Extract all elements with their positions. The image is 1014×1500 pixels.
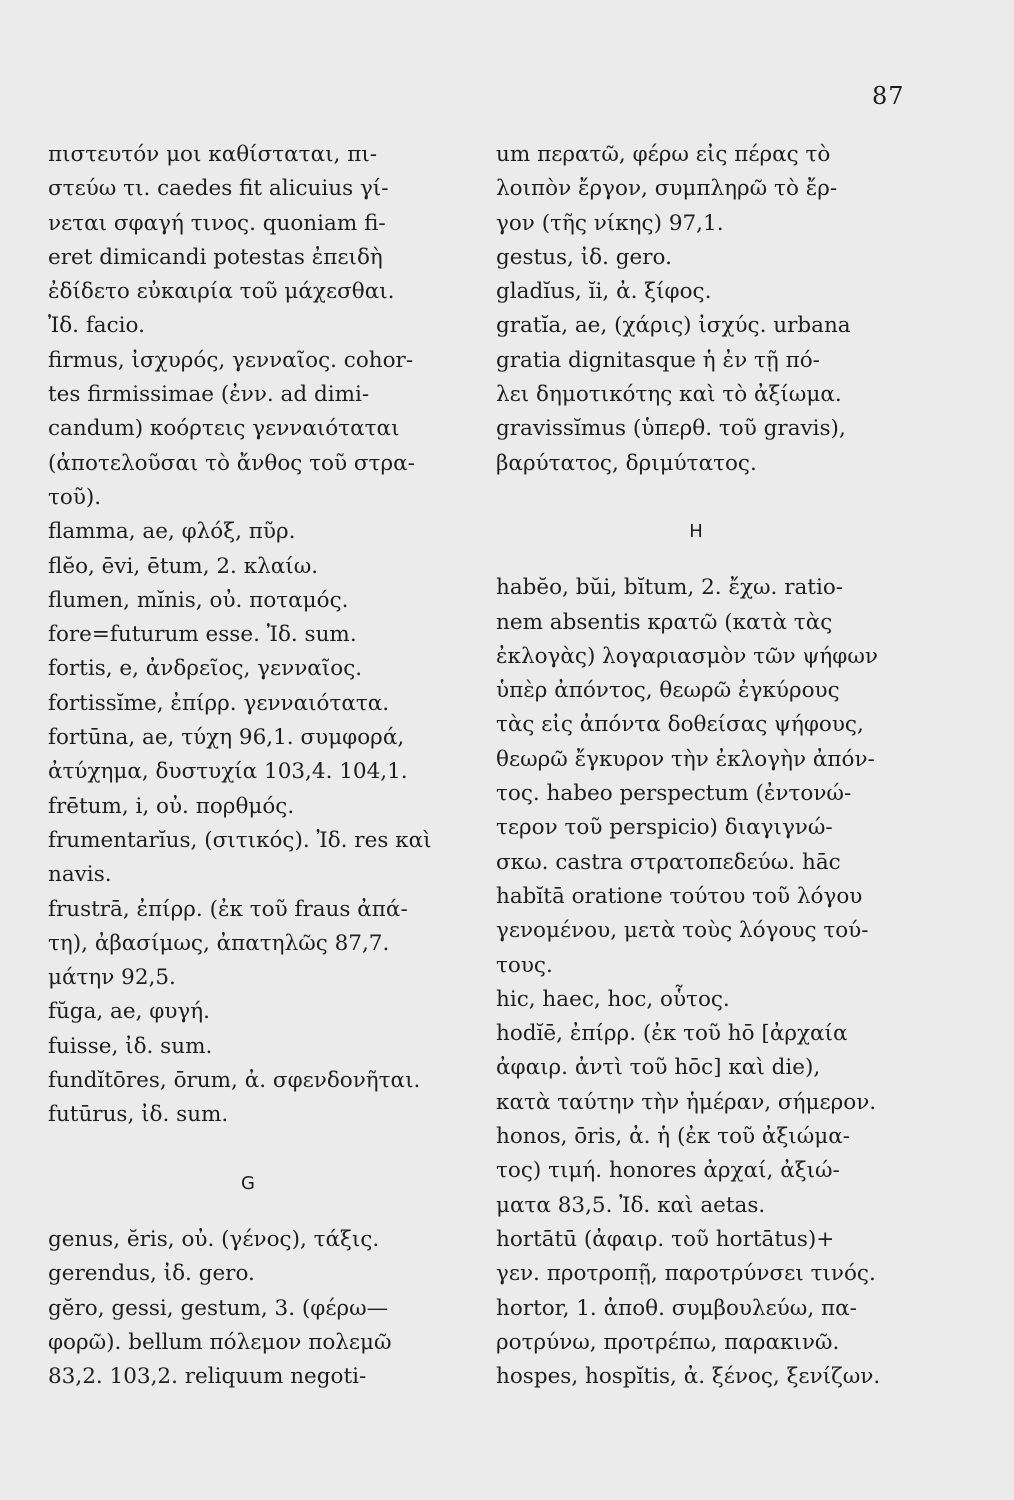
entry-line: λοιπὸν ἔργον, συμπληρῶ τὸ ἔρ- [496,176,838,202]
entry-line: gratĭa, ae, (χάρις) ἰσχύς. urbana [496,313,851,339]
entry-line: gratia dignitasque ἡ ἐν τῇ πό- [496,347,820,373]
spacer [496,549,926,571]
entry-line: (ἀποτελοῦσαι τὸ ἄνθος τοῦ στρα- [48,450,415,476]
entry-line: fŭga, ae, φυγή. [48,999,210,1025]
spacer [48,1133,468,1167]
entry-line: gestus, ἰδ. gero. [496,244,672,270]
entry-line: λει δημοτικότης καὶ τὸ ἀξίωμα. [496,382,842,408]
entry-line: fortūna, ae, τύχη 96,1. συμφορά, [48,725,405,751]
entry-line: τους. [496,952,553,978]
entry-line: ὑπὲρ ἀπόντος, θεωρῶ ἐγκύρους [496,678,840,704]
entry-line: hic, haec, hoc, οὗτος. [496,986,730,1012]
left-column [48,138,468,1394]
entry-line: hodĭē, ἐπίρρ. (ἐκ τοῦ hō [ἀρχαία [496,1021,848,1047]
entry-line: νεται σφαγή τινος. quoniam fi- [48,210,386,236]
entry-line: hortātū (ἀφαιρ. τοῦ hortātus)+ [496,1226,835,1252]
page-number: 87 [872,82,905,110]
entry-line: πιστευτόν μοι καθίσταται, πι- [48,142,378,167]
entry-line: fore=futurum esse. Ἰδ. sum. [48,622,357,648]
entry-line: fortis, e, ἀνδρεῖος, γενναῖος. [48,656,363,682]
entry-line: θεωρῶ ἔγκυρον τὴν ἐκλογὴν ἀπόν- [496,746,875,772]
entry-line: hortor, 1. ἀποθ. συμβουλεύω, πα- [496,1295,857,1321]
section-letter: H [689,520,703,542]
entry-line: flamma, ae, φλόξ, πῦρ. [48,519,296,545]
entry-line: genus, ĕris, οὐ. (γένος), τάξις. [48,1226,380,1252]
entry-line: τη), ἀβασίμως, ἀπατηλῶς 87,7. [48,930,390,956]
entry-line: frumentarĭus, (σιτικός). Ἰδ. res καὶ [48,827,432,853]
entry-line: fortissĭme, ἐπίρρ. γενναιότατα. [48,690,390,716]
entry-line: habĭtā oratione τούτου τοῦ λόγου [496,883,863,909]
entry-line: ροτρύνω, προτρέπω, παρακινῶ. [496,1329,840,1355]
right-column [496,138,926,1394]
entry-line: στεύω τι. caedes fit alicuius γί- [48,176,389,202]
entry-line: κατὰ ταύτην τὴν ἡμέραν, σήμερον. [496,1089,877,1115]
entry-line: ματα 83,5. Ἰδ. καὶ aetas. [496,1192,766,1218]
entry-line: frustrā, ἐπίρρ. (ἐκ τοῦ fraus ἀπά- [48,896,408,922]
entry-line: honos, ōris, ἀ. ἡ (ἐκ τοῦ ἀξιώμα- [496,1124,851,1150]
entry-line: gĕro, gessi, gestum, 3. (φέρω— [48,1295,389,1321]
entry-line: nem absentis κρατῶ (κατὰ τὰς [496,609,833,635]
entry-line: um περατῶ, φέρω εἰς πέρας τὸ [496,142,831,167]
spacer [496,481,926,515]
entry-line: σκω. castra στρατοπεδεύω. hāc [496,849,841,875]
entry-line: gladĭus, ĭi, ἀ. ξίφος. [496,279,712,305]
entry-line: ἐκλογὰς) λογαριασμὸν τῶν ψήφων [496,643,878,669]
entry-line: fundĭtōres, ōrum, ἀ. σφενδονῆται. [48,1068,421,1094]
entry-line: candum) κοόρτεις γενναιόταται [48,416,400,442]
entry-line: τὰς εἰς ἀπόντα δοθείσας ψήφους, [496,712,864,738]
entry-line: ἐδίδετο εὐκαιρία τοῦ μάχεσθαι. [48,279,395,305]
entry-line: hospes, hospĭtis, ἀ. ξένος, ξενίζων. [496,1364,881,1390]
entry-line: φορῶ). bellum πόλεμον πολεμῶ [48,1329,392,1355]
section-letter: G [241,1172,255,1194]
entry-line: gerendus, ἰδ. gero. [48,1261,255,1287]
entry-line: ἀφαιρ. ἀντὶ τοῦ hōc] καὶ die), [496,1055,821,1081]
entry-line: eret dimicandi potestas ἐπειδὴ [48,244,383,270]
entry-line: fuisse, ἰδ. sum. [48,1033,213,1059]
entry-line: γον (τῆς νίκης) 97,1. [496,210,724,236]
entry-line: tes firmissimae (ἐνν. ad dimi- [48,382,370,408]
entry-line: frētum, i, οὐ. πορθμός. [48,793,295,819]
entry-line: τοῦ). [48,484,102,510]
entry-line: navis. [48,862,112,888]
entry-line: τος) τιμή. honores ἀρχαί, ἀξιώ- [496,1158,840,1184]
entry-line: Ἰδ. facio. [48,313,145,339]
entry-line: μάτην 92,5. [48,965,176,991]
entry-line: futūrus, ἰδ. sum. [48,1102,229,1128]
entry-line: flumen, mĭnis, οὐ. ποταμός. [48,587,349,613]
entry-line: ἀτύχημα, δυστυχία 103,4. 104,1. [48,759,408,785]
entry-line: firmus, ἰσχυρός, γενναῖος. cohor- [48,347,414,373]
entry-line: τος. habeo perspectum (ἐντονώ- [496,781,852,807]
spacer [48,1201,468,1223]
entry-line: γεν. προτροπῇ, παροτρύνσει τινός. [496,1261,876,1287]
entry-line: γενομένου, μετὰ τοὺς λόγους τού- [496,918,869,944]
entry-line: gravissĭmus (ὑπερθ. τοῦ gravis), [496,416,846,442]
entry-line: 83,2. 103,2. reliquum negoti- [48,1364,367,1390]
entry-line: habĕo, bŭi, bĭtum, 2. ἔχω. ratio- [496,575,844,601]
entry-line: τερον τοῦ perspicio) διαγιγνώ- [496,815,833,841]
entry-line: flĕo, ēvi, ētum, 2. κλαίω. [48,553,319,579]
entry-line: βαρύτατος, δριμύτατος. [496,450,757,476]
